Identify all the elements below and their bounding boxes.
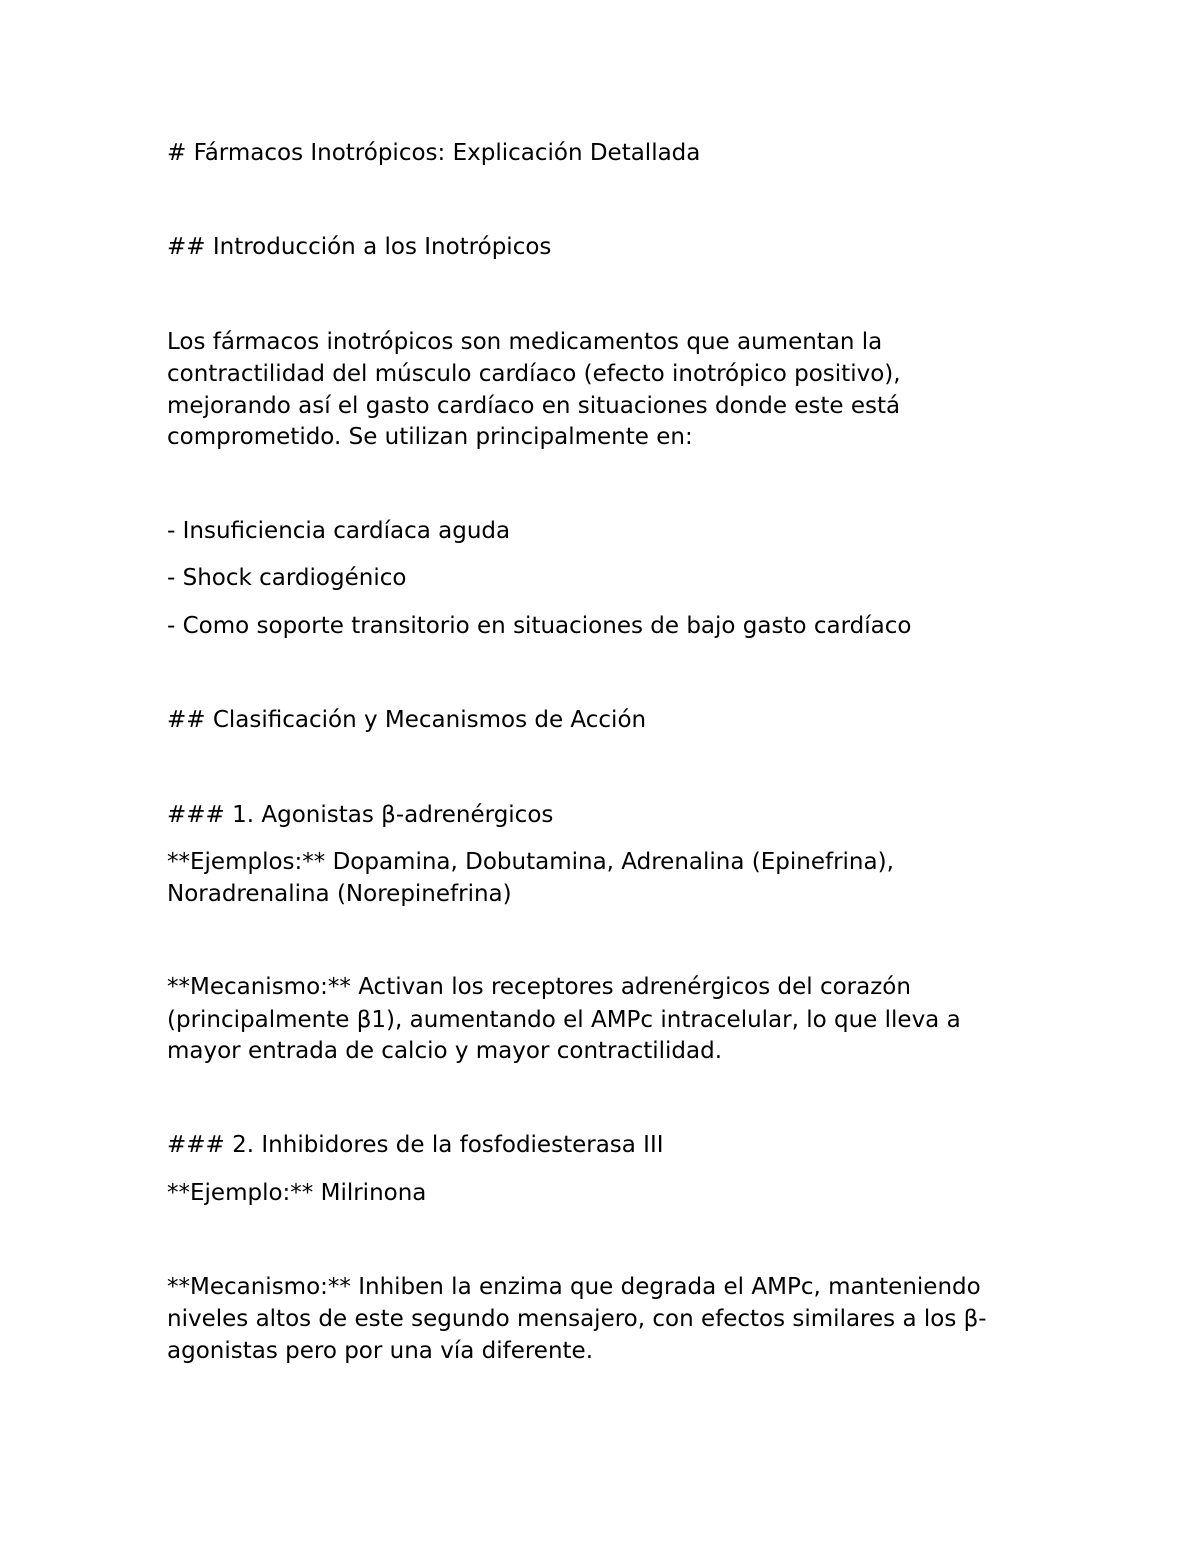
list-item: - Shock cardiogénico (167, 565, 407, 591)
paragraph-line: mejorando así el gasto cardíaco en situaciones donde este está (167, 393, 901, 419)
paragraph-line: mayor entrada de calcio y mayor contractilidad. (167, 1038, 723, 1064)
intro-heading: ## Introducción a los Inotrópicos (167, 234, 552, 260)
list-item: - Como soporte transitorio en situaciones de bajo gasto cardíaco (167, 613, 912, 639)
paragraph-line: (principalmente β1), aumentando el AMPc intracelular, lo que lleva a (167, 1007, 961, 1033)
subsection-2-example: **Ejemplo:** Milrinona (167, 1180, 427, 1206)
paragraph-line: **Ejemplos:** Dopamina, Dobutamina, Adrenalina (Epinefrina), (167, 849, 894, 875)
paragraph-line: agonistas pero por una vía diferente. (167, 1338, 594, 1364)
paragraph-line: **Mecanismo:** Activan los receptores adrenérgicos del corazón (167, 974, 911, 1000)
paragraph-line: Los fármacos inotrópicos son medicamentos que aumentan la (167, 329, 883, 355)
list-item: - Insuficiencia cardíaca aguda (167, 518, 511, 544)
subsection-1-heading: ### 1. Agonistas β-adrenérgicos (167, 802, 554, 828)
subsection-2-heading: ### 2. Inhibidores de la fosfodiesterasa III (167, 1132, 664, 1158)
paragraph-line: contractilidad del músculo cardíaco (efecto inotrópico positivo), (167, 361, 901, 387)
classification-heading: ## Clasificación y Mecanismos de Acción (167, 707, 647, 733)
paragraph-line: **Mecanismo:** Inhiben la enzima que degrada el AMPc, manteniendo (167, 1274, 981, 1300)
document-title: # Fármacos Inotrópicos: Explicación Detallada (167, 140, 701, 166)
paragraph-line: comprometido. Se utilizan principalmente en: (167, 424, 693, 450)
paragraph-line: Noradrenalina (Norepinefrina) (167, 881, 512, 907)
paragraph-line: niveles altos de este segundo mensajero, con efectos similares a los β- (167, 1306, 987, 1332)
